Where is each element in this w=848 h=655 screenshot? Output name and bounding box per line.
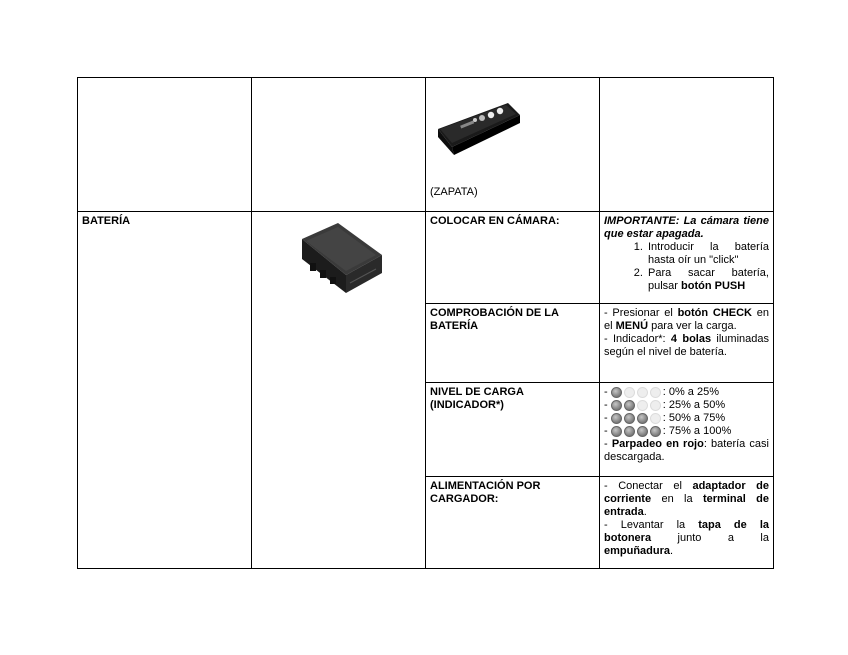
battery-image xyxy=(292,217,392,307)
row-header: COMPROBACIÓN DE LA BATERÍA xyxy=(426,304,600,383)
document-table xyxy=(77,77,774,569)
battery-dot-lit-icon xyxy=(637,426,648,437)
battery-dot-unlit-icon xyxy=(637,400,648,411)
list-item: 2. Para sacar batería, pulsar botón PUSH xyxy=(646,267,769,293)
battery-dot-lit-icon xyxy=(624,413,635,424)
row-content: - Conectar el adaptador de corriente en la terminal de entrada. - Levantar la tapa de la botonera junto a la empuñadura. xyxy=(600,477,774,569)
charge-level-row: - : 25% a 50% xyxy=(604,399,726,411)
charge-level-row: - : 50% a 75% xyxy=(604,412,726,424)
battery-dot-lit-icon xyxy=(611,387,622,398)
section-label: BATERÍA xyxy=(78,212,252,569)
battery-image-cell xyxy=(252,212,426,569)
battery-dot-lit-icon xyxy=(637,413,648,424)
table-row xyxy=(78,78,774,212)
battery-dot-lit-icon xyxy=(650,426,661,437)
battery-dot-lit-icon xyxy=(624,400,635,411)
battery-dot-lit-icon xyxy=(611,400,622,411)
charge-level-label: : 0% a 25% xyxy=(662,386,719,398)
image-caption: (ZAPATA) xyxy=(430,186,478,198)
battery-dot-lit-icon xyxy=(611,413,622,424)
zapata-cell xyxy=(426,78,600,212)
empty-cell xyxy=(600,78,774,212)
row-content: - : 0% a 25% - : 25% a 50% - : 50% a 75% - : 75% a 100% - Parpadeo en rojo: batería casi descargada. xyxy=(600,383,774,477)
charge-level-list xyxy=(604,386,769,438)
empty-cell xyxy=(78,78,252,212)
battery-dot-lit-icon xyxy=(611,426,622,437)
row-header: NIVEL DE CARGA (INDICADOR*) xyxy=(426,383,600,477)
battery-dot-unlit-icon xyxy=(637,387,648,398)
battery-dot-unlit-icon xyxy=(650,413,661,424)
row-header: COLOCAR EN CÁMARA: xyxy=(426,212,600,304)
battery-dot-unlit-icon xyxy=(624,387,635,398)
row-header: ALIMENTACIÓN POR CARGADOR: xyxy=(426,477,600,569)
row-content xyxy=(600,212,774,304)
charge-level-row: - : 0% a 25% xyxy=(604,386,719,398)
important-lead: IMPORTANTE: xyxy=(604,215,680,227)
quick-release-plate-image xyxy=(430,89,530,169)
charge-level-row: - : 75% a 100% xyxy=(604,425,732,437)
charge-level-label: : 50% a 75% xyxy=(662,412,726,424)
charge-level-label: : 25% a 50% xyxy=(662,399,726,411)
battery-dot-unlit-icon xyxy=(650,387,661,398)
row-content: - Presionar el botón CHECK en el MENÚ para ver la carga. - Indicador*: 4 bolas iluminadas según el nivel de batería. xyxy=(600,304,774,383)
list-item: 1. Introducir la batería hasta oír un "click" xyxy=(646,241,769,267)
steps-list xyxy=(604,241,769,293)
charge-level-label: : 75% a 100% xyxy=(662,425,732,437)
battery-dot-lit-icon xyxy=(624,426,635,437)
empty-cell xyxy=(252,78,426,212)
important-rest: La cámara tiene que estar apagada. xyxy=(604,215,770,240)
table-row xyxy=(78,212,774,304)
battery-dot-unlit-icon xyxy=(650,400,661,411)
